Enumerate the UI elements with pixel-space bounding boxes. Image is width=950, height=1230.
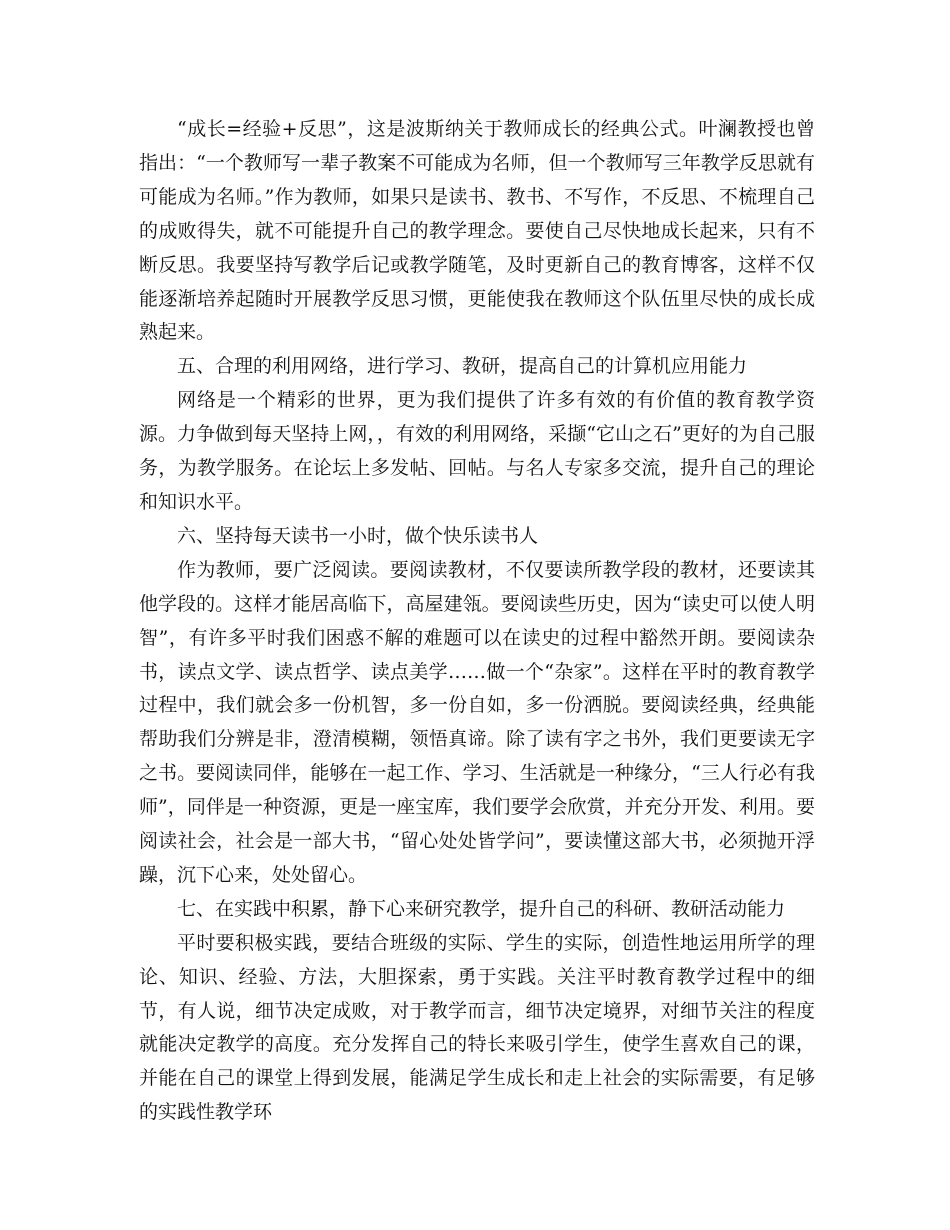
section-heading-reading: 六、坚持每天读书一小时，做个快乐读书人	[177, 524, 539, 547]
paragraph-practice: 平时要积极实践，要结合班级的实际、学生的实际，创造性地运用所学的理论、知识、经验、方法，大胆探索，勇于实践。关注平时教育教学过程中的细节，有人说，细节决定成败，对于教学而言，细节决定境界，对细节关注的程度就能决定教学的高度。充分发挥自己的特长来吸引学生，使学生喜欢自己的课，并能在自己的课堂上得到发展，能满足学生成长和走上社会的实际需要，有足够的实践性教学环	[139, 931, 815, 1124]
paragraph-reflection: “成长=经验+反思”，这是波斯纳关于教师成长的经典公式。叶澜教授也曾指出：“一个教师写一辈子教案不可能成为名师，但一个教师写三年教学反思就有可能成为名师。”作为教师，如果只是读书、教书、不写作，不反思、不梳理自己的成败得失，就不可能提升自己的教学理念。要使自己尽快地成长起来，只有不断反思。我要坚持写教学后记或教学随笔，及时更新自己的教育博客，这样不仅能逐渐培养起随时开展教学反思习惯，更能使我在教师这个队伍里尽快的成长成熟起来。	[139, 118, 815, 344]
section-heading-network: 五、合理的利用网络，进行学习、教研，提高自己的计算机应用能力	[177, 355, 748, 378]
paragraph-reading: 作为教师，要广泛阅读。要阅读教材，不仅要读所教学段的教材，还要读其他学段的。这样才能居高临下，高屋建瓴。要阅读些历史，因为“读史可以使人明智”，有许多平时我们困惑不解的难题可以在读史的过程中豁然开朗。要阅读杂书，读点文学、读点哲学、读点美学……做一个“杂家”。这样在平时的教育教学过程中，我们就会多一份机智，多一份自如，多一份洒脱。要阅读经典，经典能帮助我们分辨是非，澄清模糊，领悟真谛。除了读有字之书外，我们更要读无字之书。要阅读同伴，能够在一起工作、学习、生活就是一种缘分，“三人行必有我师”，同伴是一种资源，更是一座宝库，我们要学会欣赏，并充分开发、利用。要阅读社会，社会是一部大书，“留心处处皆学问”，要读懂这部大书，必须抛开浮躁，沉下心来，处处留心。	[139, 558, 815, 886]
paragraph-network: 网络是一个精彩的世界，更为我们提供了许多有效的有价值的教育教学资源。力争做到每天坚持上网，，有效的利用网络，采撷“它山之石”更好的为自己服务，为教学服务。在论坛上多发帖、回帖。与名人专家多交流，提升自己的理论和知识水平。	[139, 389, 815, 513]
document-page	[139, 113, 815, 1130]
section-heading-practice: 七、在实践中积累，静下心来研究教学，提升自己的科研、教研活动能力	[177, 897, 786, 920]
